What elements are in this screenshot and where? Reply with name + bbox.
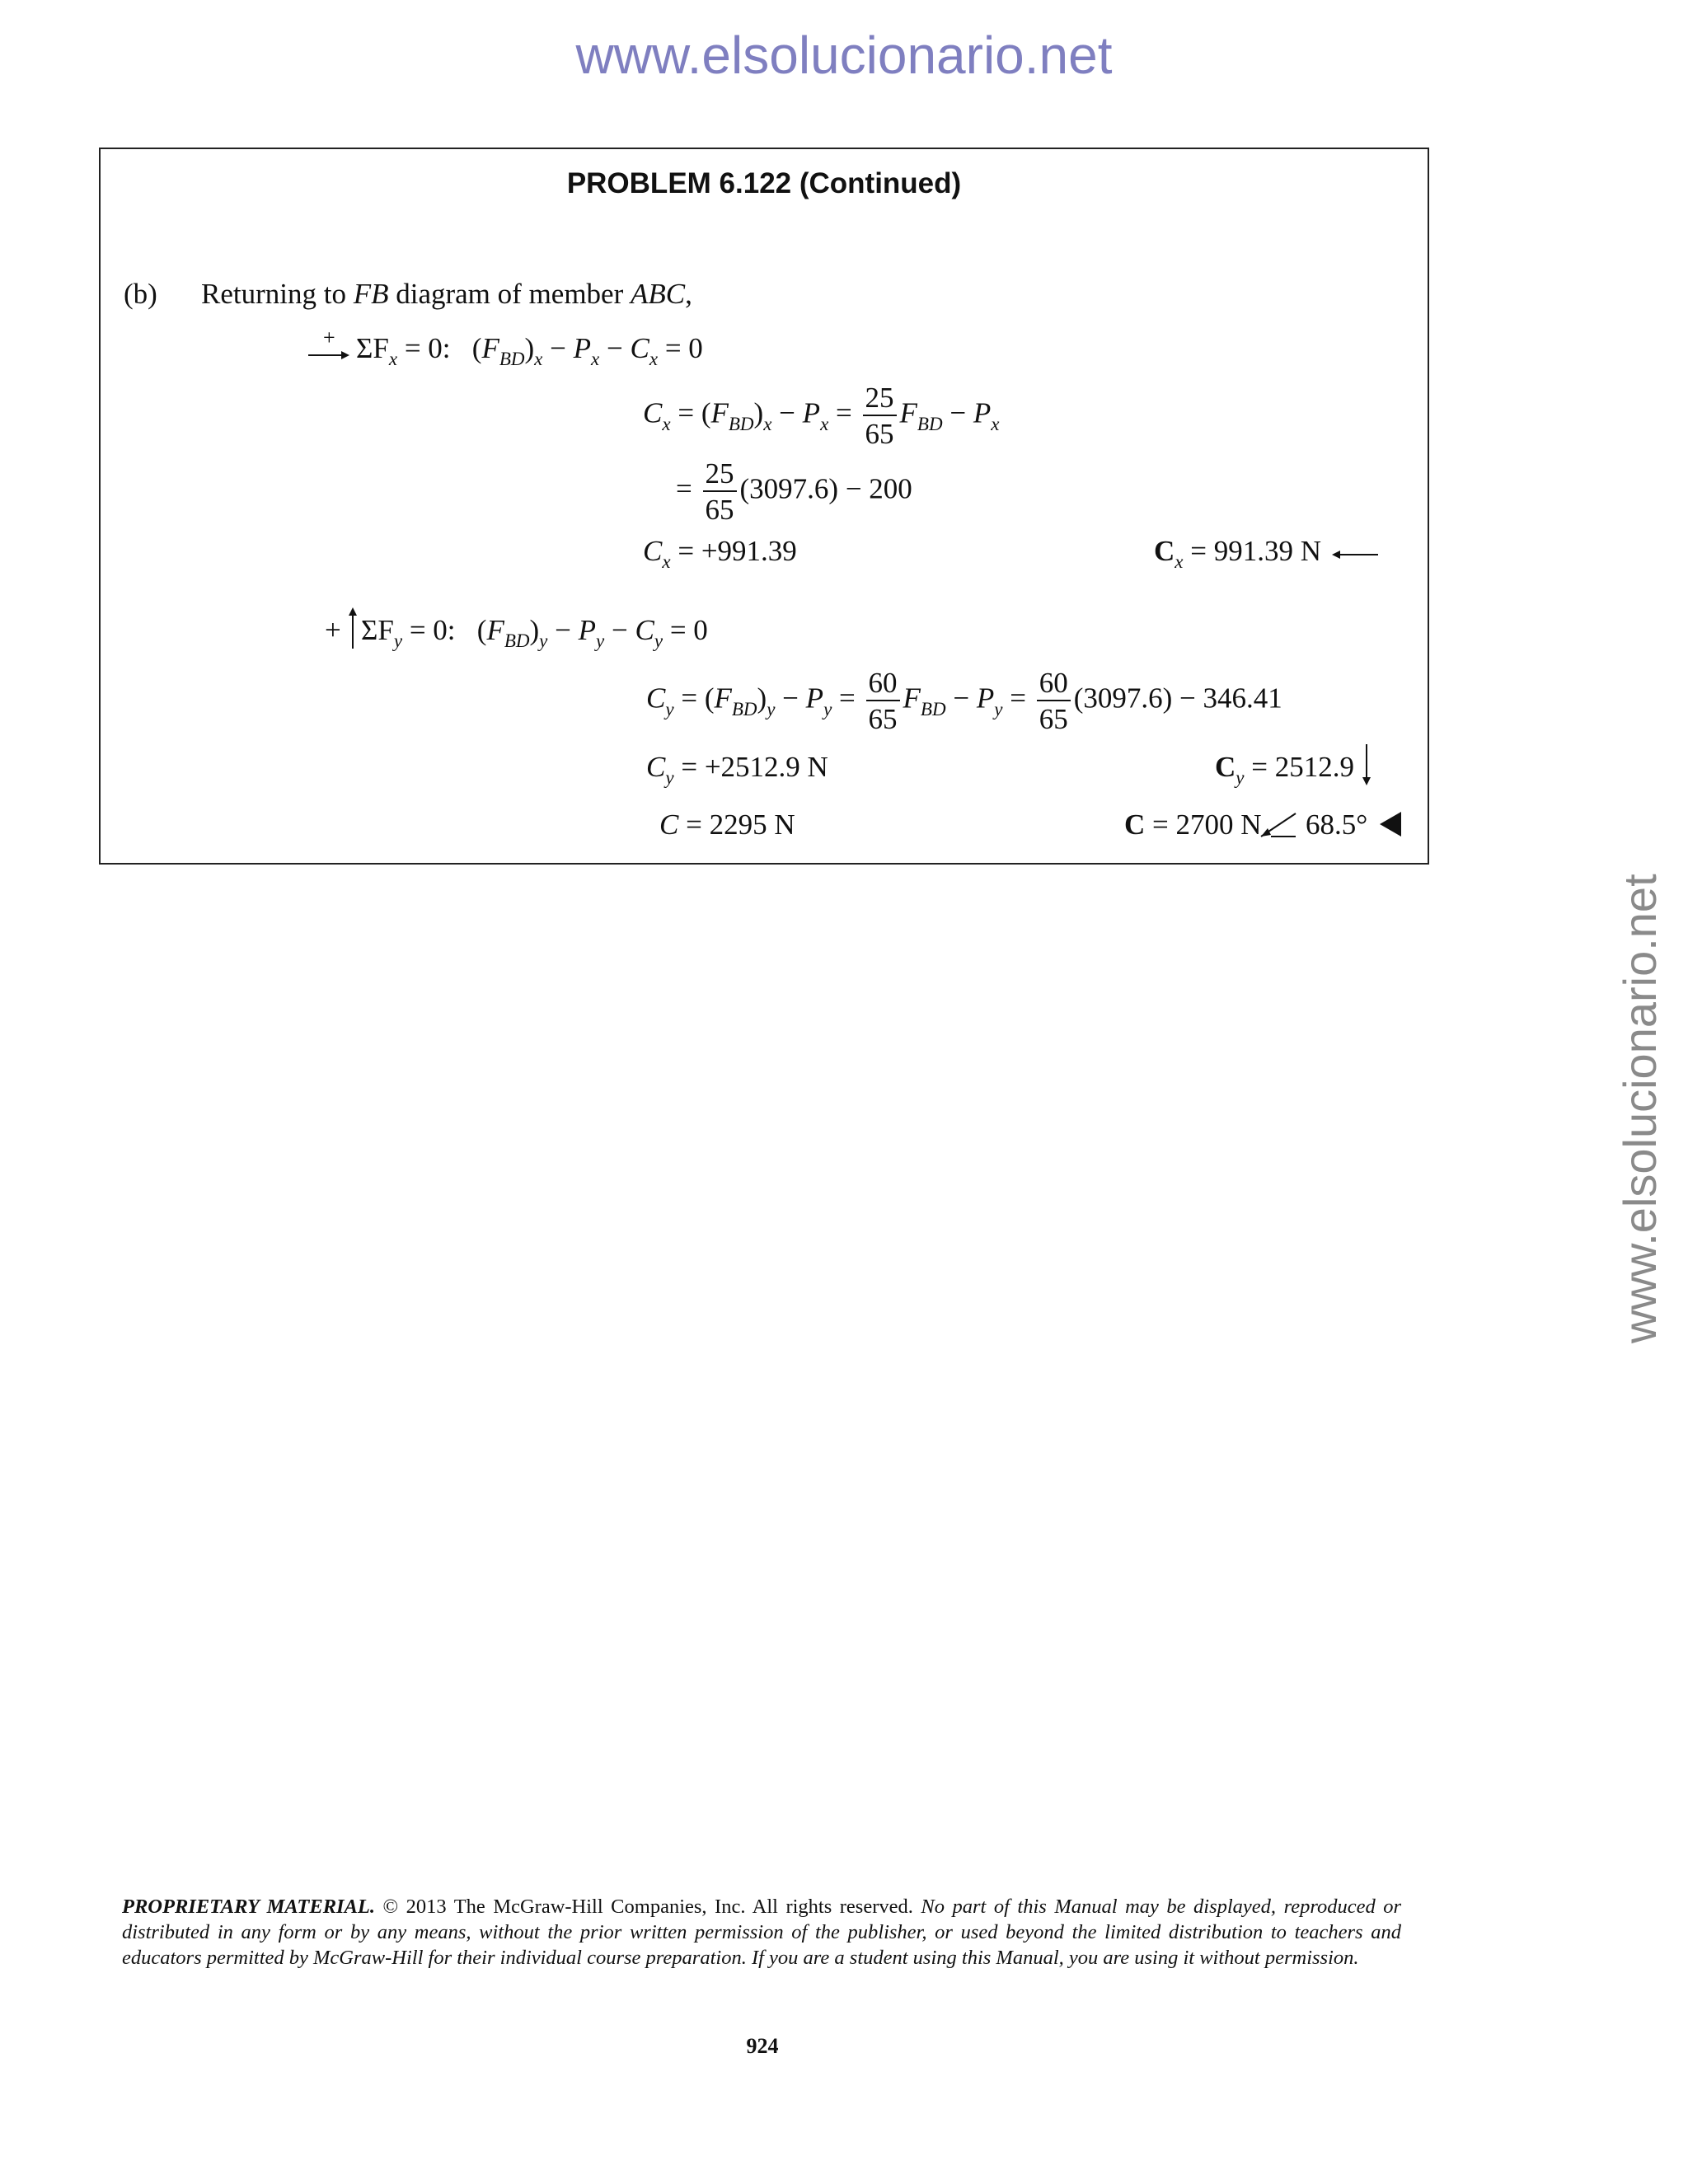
watermark-side: www.elsolucionario.net xyxy=(1614,874,1666,1343)
answer-cy: $C_y = 2512.9$ xyxy=(1215,751,1354,788)
right-arrow-icon xyxy=(308,350,349,360)
down-arrow-icon xyxy=(1362,744,1372,785)
intro-line: Returning to FB diagram of member ABC, xyxy=(201,278,692,310)
sum-y-plus: + xyxy=(325,614,341,646)
answer-c: C = 2700 N xyxy=(1124,808,1262,841)
answer-cx: $C_x = 991.39$ N xyxy=(1154,535,1322,572)
problem-heading: PROBLEM 6.122 (Continued) xyxy=(566,167,962,199)
eq-cx-result: $C_x = +991.39$ xyxy=(643,535,797,572)
problem-box xyxy=(99,148,1429,865)
footer-copyright: PROPRIETARY MATERIAL. © 2013 The McGraw-Hill Companies, Inc. All rights reserved. No part of this Manual may be displayed, reproduced or distributed in any form or by any means, without the prior written permission of the publisher, or used beyond the limited distribution to teachers and educators permitted by McGraw-Hill for their individual course preparation. If you are a student using this Manual, you are using it without permission. xyxy=(122,1896,1401,1969)
eq-c-result: C = 2295 N xyxy=(659,808,795,841)
eq-cy-result: $C_y = +2512.9$ N xyxy=(646,751,828,788)
eq-sum-fx: $\Sigma F_x = 0$: $(F_{BD})_x - P_x - C_x = 0$ xyxy=(356,332,703,369)
eq-cx-def: $C_x = (F_{BD})_x - P_x$ = $\frac{25}{65}$ $F_{BD} - P_x$ xyxy=(643,382,1000,450)
eq-sum-fy: $\Sigma F_y = 0$: $(F_{BD})_y - P_y - C_y = 0$ xyxy=(361,614,708,651)
answer-c-angle: 68.5° xyxy=(1306,808,1368,841)
sum-x-plus: + xyxy=(323,326,335,349)
angle-direction-icon xyxy=(1259,808,1299,840)
answer-marker-icon xyxy=(1380,812,1401,837)
eq-cy-def: $C_y = (F_{BD})_y - P_y$ = $\frac{60}{65}$ $F_{BD} - P_y$ = $\frac{60}{65}$ (3097.6) − 346.41 xyxy=(646,667,1282,735)
left-arrow-icon xyxy=(1332,550,1378,560)
page-number: 924 xyxy=(746,2034,779,2058)
eq-cx-numeric: = $\frac{25}{65}$ (3097.6) − 200 xyxy=(676,457,912,526)
up-arrow-icon xyxy=(348,607,358,649)
watermark-top: www.elsolucionario.net xyxy=(575,26,1113,85)
part-label: (b) xyxy=(124,278,157,310)
